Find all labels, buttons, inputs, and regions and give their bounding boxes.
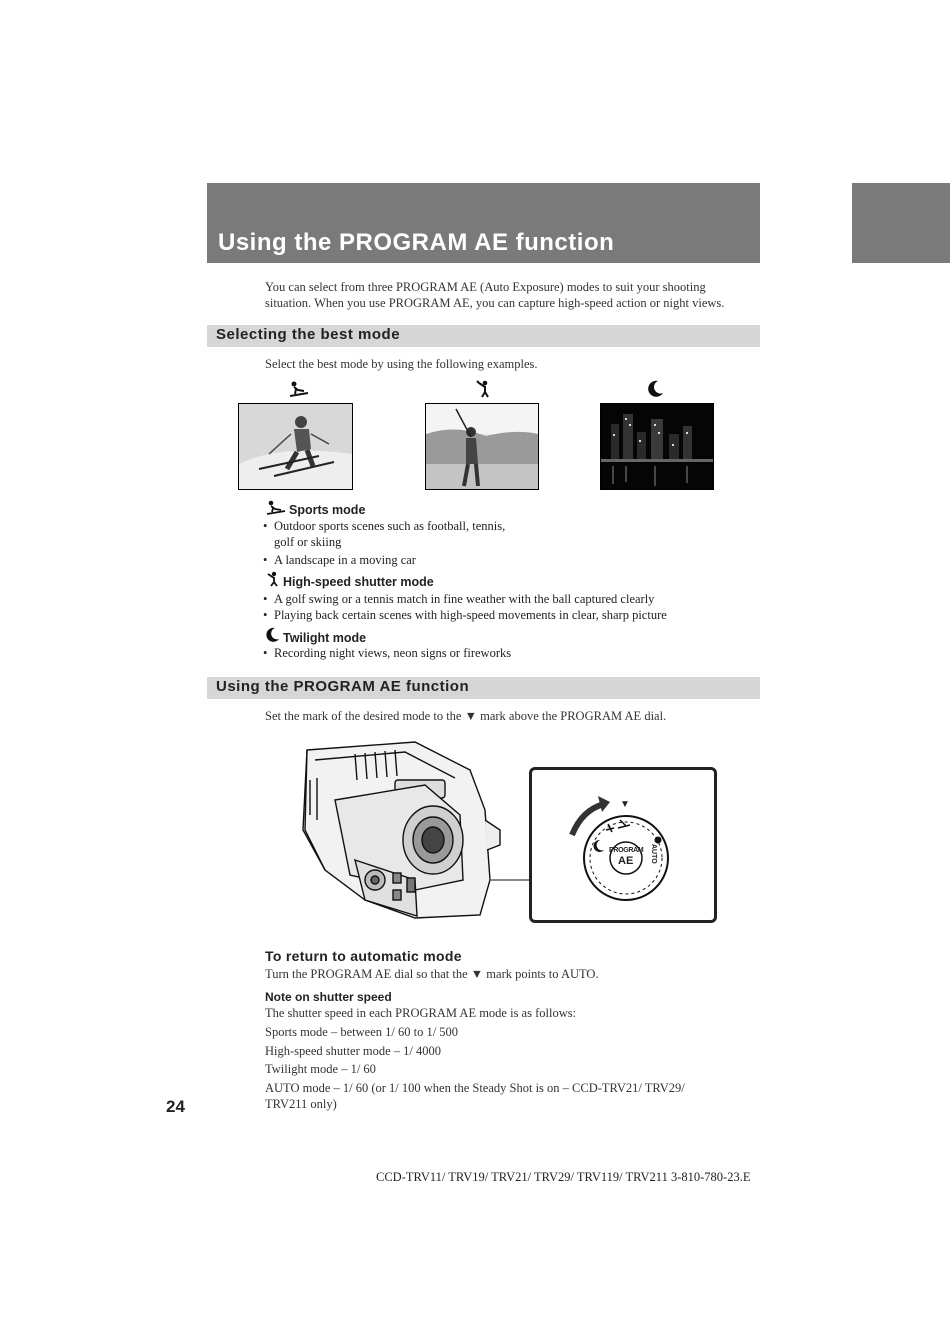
section-lead-using: Set the mark of the desired mode to the ▼ mark above the PROGRAM AE dial. bbox=[265, 709, 667, 723]
golf-photo bbox=[425, 403, 539, 490]
note-line: AUTO mode – 1/ 60 (or 1/ 100 when the Steady Shot is on – CCD-TRV21/ TRV29/ bbox=[265, 1081, 685, 1095]
list-item: • Playing back certain scenes with high-speed movements in clear, sharp picture bbox=[274, 607, 667, 624]
list-item-continuation: golf or skiing bbox=[274, 535, 342, 549]
section-lead-selecting: Select the best mode by using the following examples. bbox=[265, 357, 538, 371]
sports-photo bbox=[238, 403, 353, 490]
page-number: 24 bbox=[166, 1097, 185, 1116]
note-heading: Note on shutter speed bbox=[265, 990, 392, 1004]
return-text: Turn the PROGRAM AE dial so that the ▼ mark points to AUTO. bbox=[265, 967, 599, 981]
section-heading-selecting: Selecting the best mode bbox=[216, 326, 401, 343]
intro-line-1: You can select from three PROGRAM AE (Auto Exposure) modes to suit your shooting bbox=[265, 280, 706, 294]
dial-label-auto: AUTO bbox=[650, 844, 657, 864]
page-title: Using the PROGRAM AE function bbox=[218, 229, 615, 256]
mode-heading-twilight: Twilight mode bbox=[283, 631, 367, 645]
note-line: Sports mode – between 1/ 60 to 1/ 500 bbox=[265, 1025, 459, 1039]
dial-label-program: PROGRAM bbox=[609, 847, 644, 854]
camcorder-illustration bbox=[295, 740, 535, 925]
moon-icon bbox=[266, 627, 280, 643]
note-line: TRV211 only) bbox=[265, 1097, 337, 1111]
list-item: • Recording night views, neon signs or fireworks bbox=[274, 645, 511, 662]
note-line: High-speed shutter mode – 1/ 4000 bbox=[265, 1044, 442, 1058]
mode-heading-sports: Sports mode bbox=[289, 503, 366, 517]
intro-line-2: situation. When you use PROGRAM AE, you can capture high-speed action or night views. bbox=[265, 296, 725, 310]
skier-icon bbox=[288, 380, 310, 398]
note-line: Twilight mode – 1/ 60 bbox=[265, 1062, 376, 1076]
dial-label-ae: AE bbox=[618, 855, 634, 867]
return-heading: To return to automatic mode bbox=[265, 948, 462, 964]
skier-icon bbox=[266, 500, 286, 515]
note-line: The shutter speed in each PROGRAM AE mode is as follows: bbox=[265, 1006, 577, 1020]
list-item: • Outdoor sports scenes such as football, tennis, bbox=[274, 518, 505, 535]
section-heading-using: Using the PROGRAM AE function bbox=[216, 678, 470, 695]
footer-model-code: CCD-TRV11/ TRV19/ TRV21/ TRV29/ TRV119/ TRV211 3-810-780-23.E bbox=[376, 1170, 751, 1184]
mode-heading-highspeed: High-speed shutter mode bbox=[283, 575, 434, 589]
dial-marker-icon: ▼ bbox=[620, 799, 630, 810]
golfer-icon bbox=[266, 571, 280, 587]
list-item: • A golf swing or a tennis match in fine weather with the ball captured clearly bbox=[274, 591, 654, 608]
moon-icon bbox=[648, 380, 664, 398]
golfer-icon bbox=[476, 380, 492, 398]
side-tab bbox=[852, 183, 950, 263]
night-photo bbox=[600, 403, 714, 490]
list-item: • A landscape in a moving car bbox=[274, 552, 416, 569]
